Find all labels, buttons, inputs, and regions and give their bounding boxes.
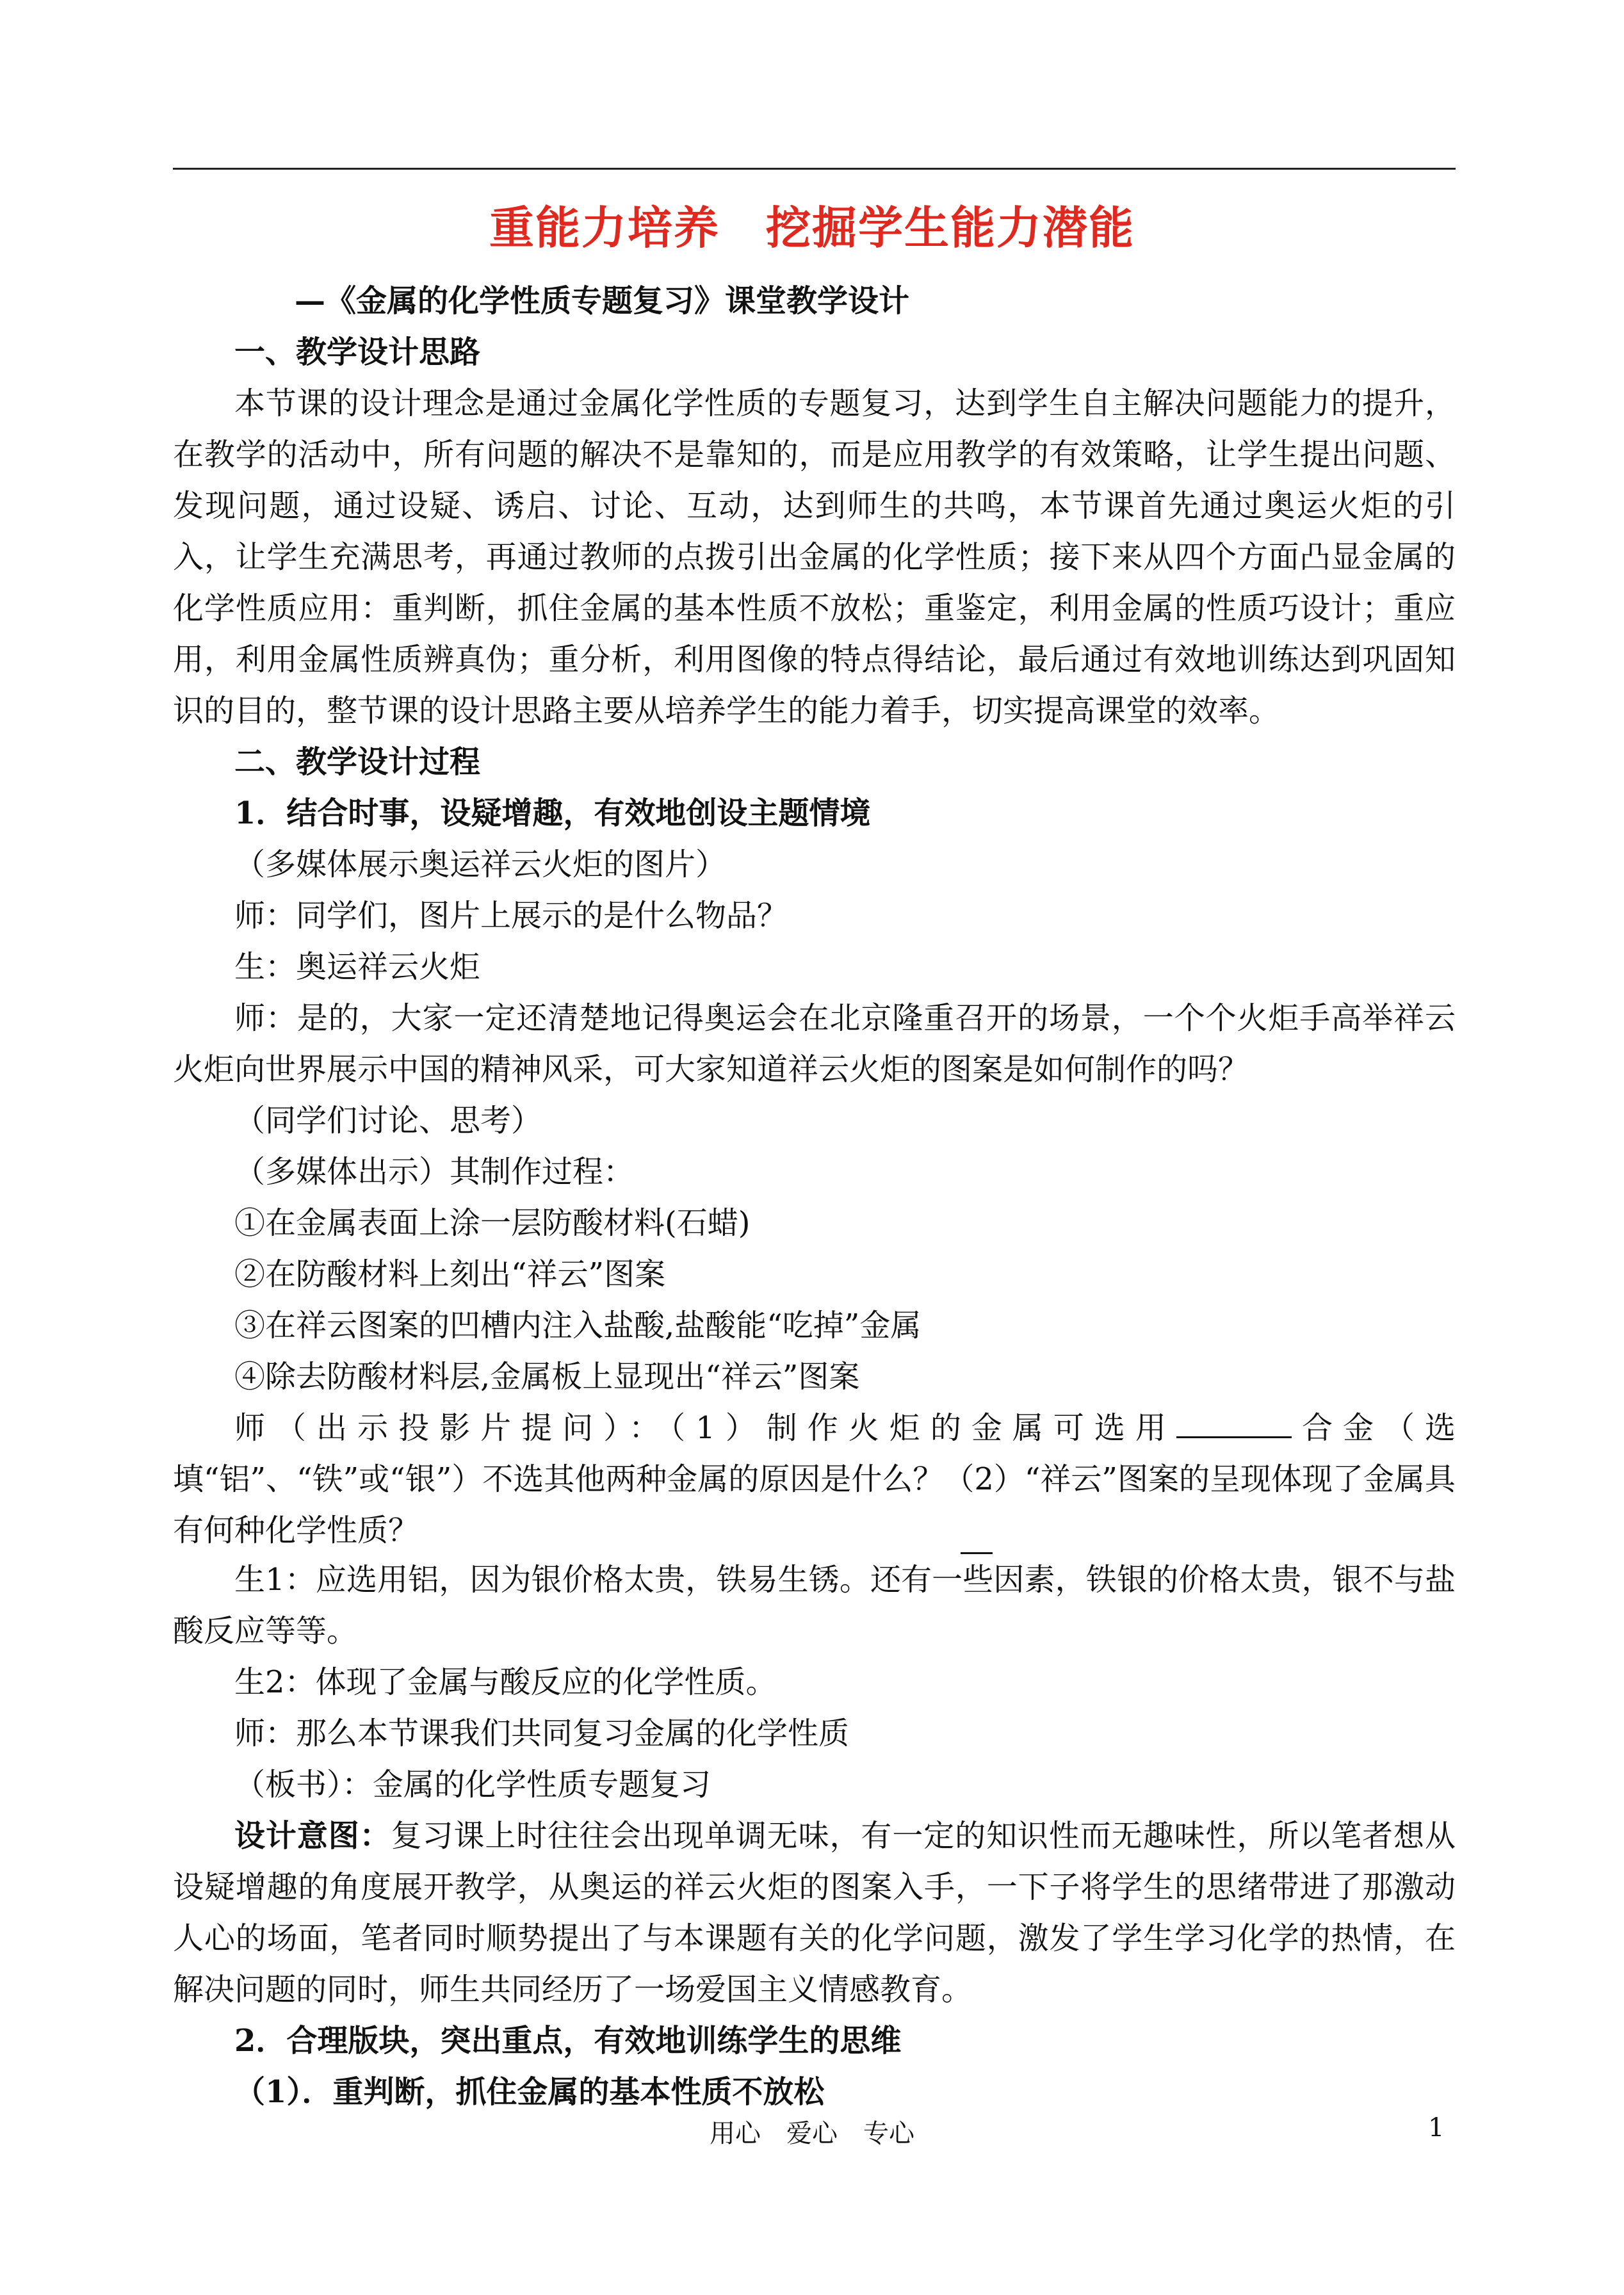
text-line: 生：奥运祥云火炬 (234, 949, 481, 985)
design-intent-paragraph (173, 1810, 1456, 2015)
text-line: 师：同学们，图片上展示的是什么物品？ (234, 898, 788, 934)
document-subtitle: —《金属的化学性质专题复习》课堂教学设计 (295, 283, 910, 319)
paragraph: 师：是的，大家一定还清楚地记得奥运会在北京隆重召开的场景，一个个火炬手高举祥云火炬向世界展示中国的精神风采，可大家知道祥云火炬的图案是如何制作的吗？ (173, 1000, 1456, 1087)
fill-blank (1176, 1411, 1292, 1438)
text-line: ①在金属表面上涂一层防酸材料(石蜡) (234, 1205, 751, 1241)
text-line: （多媒体出示）其制作过程： (234, 1154, 635, 1190)
footer-text: 用心 爱心 专心 (710, 2119, 914, 2148)
subsection-heading: （1）．重判断，抓住金属的基本性质不放松 (234, 2074, 825, 2110)
header-rule (173, 168, 1456, 170)
paragraph: 本节课的设计理念是通过金属化学性质的专题复习，达到学生自主解决问题能力的提升，在教学的活动中，所有问题的解决不是靠知的，而是应用教学的有效策略，让学生提出问题、发现问题，通过设疑、诱启、讨论、互动，达到师生的共鸣，本节课首先通过奥运火炬的引入，让学生充满思考，再通过教师的点拨引出金属的化学性质；接下来从四个方面凸显金属的化学性质应用：重判断，抓住金属的基本性质不放松；重鉴定，利用金属的性质巧设计；重应用，利用金属性质辨真伪；重分析，利用图像的特点得结论，最后通过有效地训练达到巩固知识的目的，整节课的设计思路主要从培养学生的能力着手，切实提高课堂的效率。 (173, 385, 1456, 729)
design-intent-text: 复习课上时往往会出现单调无味，有一定的知识性而无趣味性，所以笔者想从设疑增趣的角度展开教学，从奥运的祥云火炬的图案入手，一下子将学生的思绪带进了那激动人心的场面，笔者同时顺势提出了与本课题有关的化学问题，激发了学生学习化学的热情，在解决问题的同时，师生共同经历了一场爱国主义情感教育。 (173, 1818, 1456, 2007)
text-line: 生2：体现了金属与酸反应的化学性质。 (234, 1664, 777, 1700)
text-line: （多媒体展示奥运祥云火炬的图片） (234, 847, 727, 882)
text-line: ④除去防酸材料层,金属板上显现出“祥云”图案 (234, 1359, 860, 1395)
text-line: （同学们讨论、思考） (234, 1103, 542, 1139)
subsection-heading: 1．结合时事，设疑增趣，有效地创设主题情境 (234, 795, 871, 831)
text-line: ②在防酸材料上刻出“祥云”图案 (234, 1256, 666, 1292)
page-number: 1 (1428, 2113, 1445, 2143)
paragraph: 生1：应选用铝，因为银价格太贵，铁易生锈。还有一些因素，铁银的价格太贵，银不与盐酸反应等等。 (173, 1562, 1456, 1649)
section-heading: 二、教学设计过程 (234, 744, 481, 780)
question-part-b: 合金（选填“铝”、“铁”或“银”）不选其他两种金属的原因是什么？（2）“祥云”图案的呈现体现了金属具有何种化学性质？ (173, 1410, 1456, 1548)
section-heading: 一、教学设计思路 (234, 334, 481, 370)
question-paragraph (173, 1402, 1456, 1556)
text-line: 师：那么本节课我们共同复习金属的化学性质 (234, 1715, 850, 1751)
design-intent-label: 设计意图： (234, 1818, 391, 1854)
question-part-a: 师（出示投影片提问）：（1）制作火炬的金属可选用 (234, 1410, 1176, 1446)
document-body (173, 275, 1456, 2118)
text-line: （板书）：金属的化学性质专题复习 (234, 1767, 711, 1803)
document-title: 重能力培养 挖掘学生能力潜能 (489, 201, 1135, 254)
subsection-heading: 2．合理版块，突出重点，有效地训练学生的思维 (234, 2023, 902, 2059)
text-line: ③在祥云图案的凹槽内注入盐酸,盐酸能“吃掉”金属 (234, 1308, 922, 1343)
